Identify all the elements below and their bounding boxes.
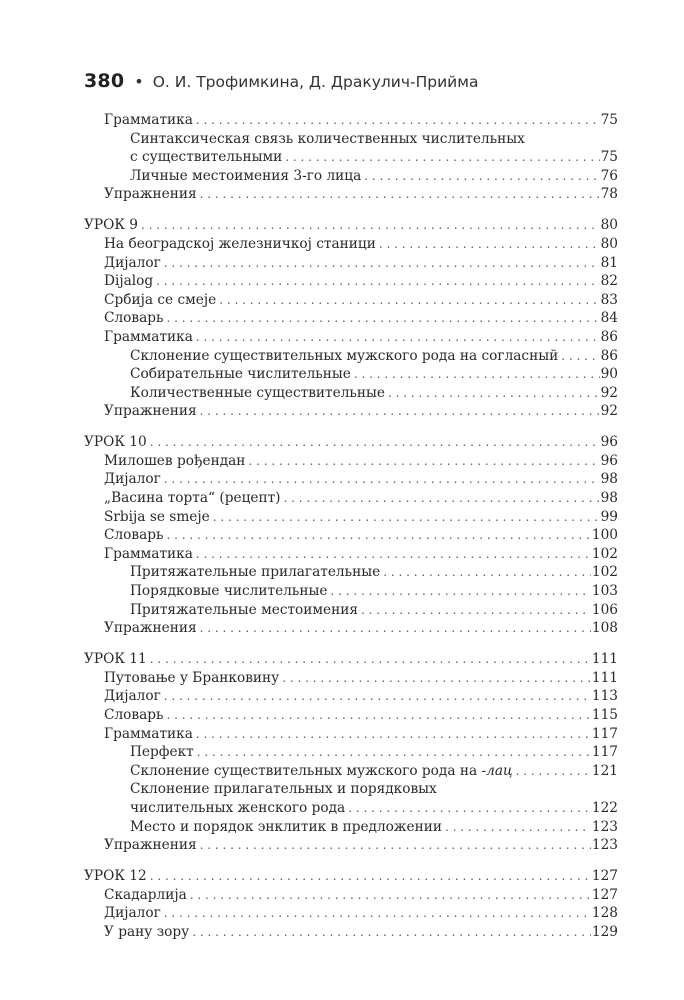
toc-entry-title-text: Упражнения [104, 620, 197, 637]
toc-entry-page-number: 96 [600, 434, 618, 451]
toc-entry-title-text: Личные местоимения 3-го лица [130, 167, 362, 184]
toc-entry-title-text: На београдској железничкој станици [104, 235, 376, 252]
toc-entry-title [130, 743, 194, 762]
toc-entry-page-number: 102 [591, 545, 618, 562]
toc-entry-title-text: Словарь [104, 706, 164, 723]
toc-entry-title-text: Дијалог [104, 905, 161, 922]
toc-entry-title [104, 235, 376, 254]
toc-entry-title [104, 254, 161, 273]
toc-entry[interactable] [84, 167, 618, 186]
toc-entry[interactable] [84, 545, 618, 564]
toc-entry-page-number: 123 [591, 818, 618, 835]
toc-lesson-group [84, 867, 618, 941]
toc-entry-title-text: Грамматика [104, 112, 193, 128]
toc-entry[interactable] [84, 669, 618, 688]
toc-entry-title [104, 904, 161, 923]
toc-entry-page-number: 78 [600, 186, 618, 203]
dot-leader [213, 508, 600, 527]
toc-entry-title-text: „Васина торта“ (рецепт) [104, 490, 281, 507]
dot-leader [192, 923, 591, 942]
toc-lesson-heading[interactable] [84, 867, 618, 886]
bullet-separator: • [134, 72, 144, 91]
dot-leader [167, 706, 591, 725]
dot-leader [361, 601, 591, 620]
authors: О. И. Трофимкина, Д. Дракулич-Прийма [152, 73, 479, 91]
toc-entry-title [104, 669, 279, 688]
toc-entry-title-text: Собирательные числительные [130, 366, 351, 383]
dot-leader [197, 743, 591, 762]
toc-entry-page-number: 92 [600, 384, 618, 401]
toc-entry-page-number: 128 [591, 905, 618, 922]
toc-entry-title-text: Словарь [104, 310, 164, 327]
toc-entry-title [104, 687, 161, 706]
toc-entry-title-text: УРОК 10 [84, 434, 147, 451]
toc-entry-page-number: 98 [600, 471, 618, 488]
toc-entry-page-number: 98 [600, 490, 618, 507]
toc-entry-title [130, 601, 358, 620]
toc-entry-page-number: 127 [591, 868, 618, 885]
dot-leader [248, 452, 599, 471]
dot-leader [196, 328, 600, 347]
toc-entry-page-number: 127 [591, 886, 618, 903]
toc-entry[interactable] [84, 601, 618, 620]
dot-leader [164, 687, 591, 706]
toc-entry-title-text: Склонение существительных мужского рода на согласный [130, 347, 559, 364]
toc-entry-title [104, 309, 164, 328]
dot-leader [330, 582, 590, 601]
toc-entry-page-number: 106 [591, 601, 618, 618]
toc-entry-page-number: 82 [600, 273, 618, 290]
toc-entry-page-number: 122 [591, 799, 618, 816]
toc-entry-title [104, 489, 281, 508]
toc-entry[interactable] [84, 470, 618, 489]
toc-entry-page-number: 86 [600, 347, 618, 364]
dot-leader [150, 867, 591, 886]
toc-entry-page-number: 80 [600, 235, 618, 252]
toc-entry-title-text: Перфект [130, 744, 194, 761]
toc-entry[interactable] [84, 706, 618, 725]
dot-leader [383, 563, 591, 582]
toc-entry[interactable] [84, 818, 618, 837]
toc-entry-title [130, 818, 442, 837]
toc-entry-page-number: 117 [591, 744, 618, 761]
table-of-contents [84, 111, 618, 954]
dot-leader [190, 886, 591, 905]
toc-entry[interactable] [84, 563, 618, 582]
toc-entry-title-text: Место и порядок энклитик в предложении [130, 818, 442, 835]
dot-leader [388, 384, 600, 403]
toc-entry-title [104, 923, 189, 942]
toc-entry[interactable] [84, 836, 618, 855]
toc-entry-page-number: 111 [591, 669, 618, 686]
toc-entry-page-number: 121 [591, 762, 618, 779]
toc-entry-title [104, 185, 197, 204]
toc-entry-title-text: Дијалог [104, 471, 161, 488]
toc-entry-title-text: Скадарлија [104, 886, 187, 903]
toc-entry-page-number: 86 [600, 328, 618, 345]
toc-entry-title [84, 867, 147, 886]
toc-entry-title-text: У рану зору [104, 923, 190, 940]
toc-entry-page-number: 84 [600, 310, 618, 327]
toc-entry[interactable] [84, 799, 618, 818]
dot-leader [196, 725, 591, 744]
toc-entry-page-number: 129 [591, 923, 618, 940]
toc-entry-page-number: 90 [600, 366, 618, 383]
toc-lesson-group [84, 216, 618, 421]
dot-leader [364, 167, 599, 186]
toc-entry[interactable] [84, 328, 618, 347]
toc-entry-title [84, 433, 147, 452]
toc-entry[interactable] [84, 687, 618, 706]
toc-entry-title-text: Притяжательные местоимения [130, 601, 359, 618]
dot-leader [196, 111, 600, 130]
toc-entry-title-text: с существительными [130, 149, 283, 166]
toc-entry-title [104, 725, 193, 744]
dot-leader [167, 526, 591, 545]
toc-entry-title-text: Количественные существительные [130, 384, 385, 401]
toc-entry[interactable] [84, 402, 618, 421]
toc-entry[interactable] [84, 619, 618, 638]
dot-leader [164, 904, 591, 923]
toc-lesson-group [84, 650, 618, 855]
toc-entry[interactable] [84, 384, 618, 403]
toc-entry-title [104, 526, 164, 545]
toc-entry-page-number: 115 [591, 706, 618, 723]
toc-entry-title-italic: -лац [481, 762, 513, 779]
toc-entry-title [130, 167, 361, 186]
toc-lesson-heading[interactable] [84, 216, 618, 235]
toc-entry-page-number: 123 [591, 837, 618, 854]
dot-leader [167, 309, 600, 328]
toc-entry-title [130, 762, 513, 781]
toc-entry-title [104, 508, 210, 527]
toc-entry-title [104, 452, 245, 471]
toc-entry-title [104, 291, 216, 310]
toc-entry-title [130, 347, 558, 366]
toc-entry-title [130, 365, 351, 384]
toc-entry[interactable] [84, 526, 618, 545]
toc-entry-page-number: 80 [600, 217, 618, 234]
toc-entry-title-text: УРОК 11 [84, 651, 147, 668]
toc-entry-title [104, 470, 161, 489]
toc-entry-page-number: 111 [591, 651, 618, 668]
dot-leader [164, 254, 600, 273]
dot-leader [285, 148, 599, 167]
toc-entry-title-text: Dijalog [104, 273, 154, 290]
toc-entry[interactable] [84, 347, 618, 366]
running-header [84, 70, 478, 100]
dot-leader [379, 235, 600, 254]
toc-entry-title [130, 799, 345, 818]
toc-entry-title [104, 545, 193, 564]
toc-entry[interactable] [84, 489, 618, 508]
toc-entry-title-text: Srbija se smeje [104, 508, 210, 525]
toc-lesson-group [84, 111, 618, 204]
toc-entry-title-text: Дијалог [104, 688, 161, 705]
toc-entry-page-number: 75 [600, 112, 618, 128]
toc-entry-title [130, 582, 327, 601]
toc-entry-title-text: Грамматика [104, 725, 193, 742]
dot-leader [219, 291, 599, 310]
toc-entry-title-text: Милошев рођендан [104, 452, 246, 469]
toc-entry[interactable] [84, 762, 618, 781]
toc-entry[interactable] [84, 185, 618, 204]
toc-entry-title [104, 836, 197, 855]
toc-entry[interactable] [84, 254, 618, 273]
toc-entry[interactable] [84, 148, 618, 167]
toc-entry[interactable] [84, 365, 618, 384]
toc-entry-page-number: 76 [600, 167, 618, 184]
toc-entry-title [104, 619, 197, 638]
toc-entry[interactable] [84, 743, 618, 762]
toc-entry-title [104, 111, 193, 130]
toc-entry-page-number: 75 [600, 149, 618, 166]
dot-leader [200, 185, 600, 204]
toc-entry[interactable] [84, 291, 618, 310]
toc-entry[interactable] [84, 904, 618, 923]
dot-leader [150, 650, 591, 669]
dot-leader [282, 669, 591, 688]
dot-leader [561, 347, 599, 366]
toc-entry-title [104, 328, 193, 347]
dot-leader [150, 433, 600, 452]
toc-entry[interactable] [84, 452, 618, 471]
page-number: 380 [84, 70, 125, 92]
toc-entry-page-number: 103 [591, 583, 618, 600]
toc-entry-title-text: числительных женского рода [130, 799, 346, 816]
toc-entry[interactable] [84, 111, 618, 130]
toc-lesson-group [84, 433, 618, 638]
dot-leader [156, 272, 599, 291]
toc-entry-title-text: Дијалог [104, 254, 161, 271]
dot-leader [516, 762, 591, 781]
toc-entry[interactable] [84, 725, 618, 744]
toc-entry-title-text: Притяжательные прилагательные [130, 564, 381, 581]
toc-entry-title-text: Србија се смеје [104, 291, 217, 308]
toc-entry-title-text: Склонение существительных мужского рода на [130, 762, 482, 779]
toc-entry-title-text: Упражнения [104, 837, 197, 854]
dot-leader [141, 216, 600, 235]
dot-leader [200, 402, 600, 421]
dot-leader [354, 365, 600, 384]
toc-entry-title [104, 706, 164, 725]
dot-leader [200, 619, 591, 638]
toc-entry-page-number: 102 [591, 564, 618, 581]
toc-entry-title-text: Путовање у Бранковину [104, 669, 280, 686]
toc-entry[interactable] [84, 309, 618, 328]
dot-leader [196, 545, 591, 564]
toc-entry[interactable] [84, 272, 618, 291]
dot-leader [348, 799, 591, 818]
toc-lesson-heading[interactable] [84, 433, 618, 452]
toc-entry[interactable] [84, 235, 618, 254]
dot-leader [445, 818, 591, 837]
toc-entry-page-number: 96 [600, 452, 618, 469]
toc-entry[interactable] [84, 582, 618, 601]
toc-entry-title-text: Грамматика [104, 545, 193, 562]
toc-entry-title [104, 402, 197, 421]
toc-entry[interactable] [84, 886, 618, 905]
dot-leader [284, 489, 600, 508]
toc-entry-title [130, 563, 380, 582]
toc-entry-title-text: Словарь [104, 527, 164, 544]
toc-entry-title-text: УРОК 9 [84, 217, 138, 234]
toc-entry-title-line: Склонение прилагательных и порядковых [130, 781, 437, 798]
toc-entry-title [104, 272, 153, 291]
toc-entry-title-text: Упражнения [104, 403, 197, 420]
toc-entry-page-number: 99 [600, 508, 618, 525]
toc-entry-title [104, 886, 187, 905]
toc-entry-page-number: 81 [600, 254, 618, 271]
toc-entry-page-number: 108 [591, 620, 618, 637]
dot-leader [200, 836, 591, 855]
toc-entry-title-line: Синтаксическая связь количественных числительных [130, 130, 525, 147]
toc-entry-title-text: Порядковые числительные [130, 583, 328, 600]
toc-entry-title [130, 148, 282, 167]
toc-lesson-heading[interactable] [84, 650, 618, 669]
toc-entry-page-number: 100 [591, 527, 618, 544]
toc-entry-page-number: 117 [591, 725, 618, 742]
toc-entry-page-number: 113 [591, 688, 618, 705]
dot-leader [164, 470, 600, 489]
toc-entry-page-number: 83 [600, 291, 618, 308]
toc-entry-page-number: 92 [600, 403, 618, 420]
toc-entry-title-text: УРОК 12 [84, 868, 147, 885]
toc-entry-title [84, 216, 138, 235]
toc-entry-title-text: Упражнения [104, 186, 197, 203]
toc-entry[interactable] [84, 508, 618, 527]
toc-entry-title [130, 384, 385, 403]
toc-entry-title [84, 650, 147, 669]
toc-entry[interactable] [84, 923, 618, 942]
toc-entry-title-text: Грамматика [104, 328, 193, 345]
